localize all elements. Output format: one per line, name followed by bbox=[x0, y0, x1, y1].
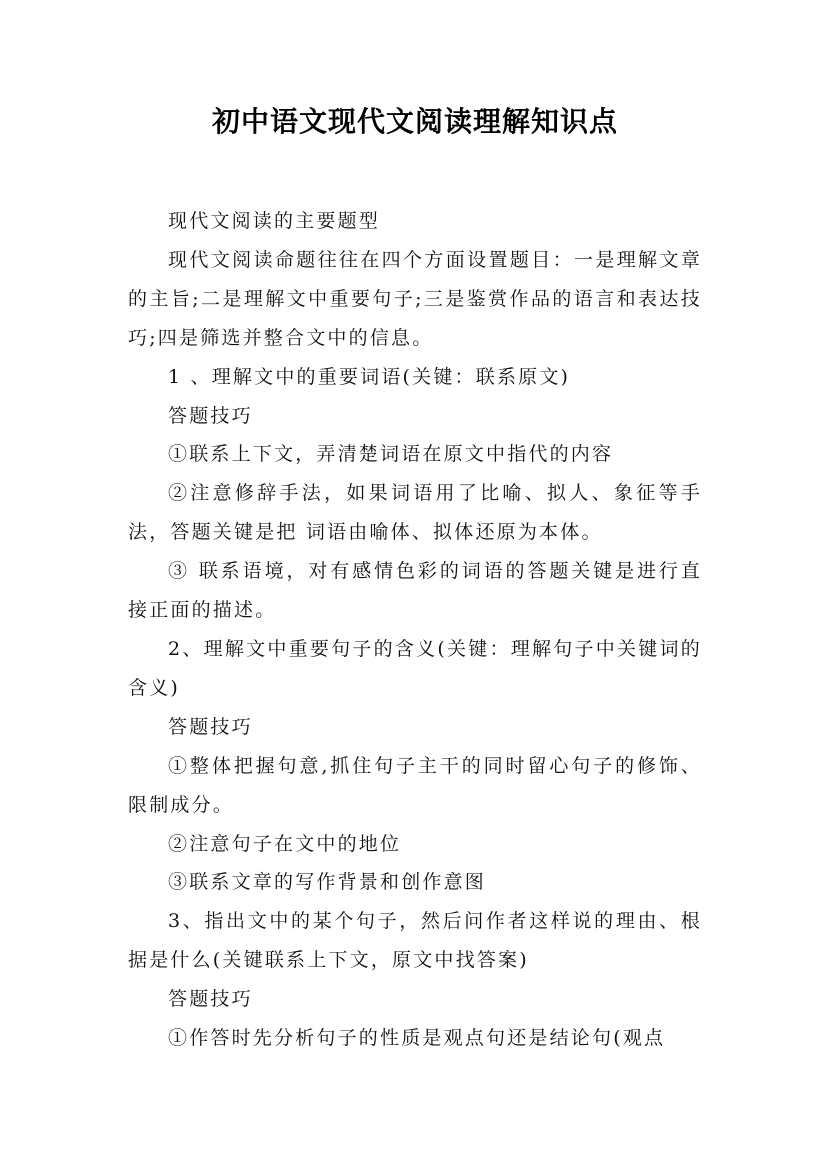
paragraph: 现代文阅读命题往往在四个方面设置题目：一是理解文章的主旨;二是理解文中重要句子;三是鉴赏作品的语言和表达技巧;四是筛选并整合文中的信息。 bbox=[128, 248, 702, 349]
section-heading: 1 、理解文中的重要词语(关键：联系原文) bbox=[168, 365, 571, 388]
tip-item: ②注意修辞手法，如果词语用了比喻、拟人、象征等手法，答题关键是把 词语由喻体、拟体还原为本体。 bbox=[128, 482, 702, 544]
tips-heading: 答题技巧 bbox=[168, 988, 253, 1011]
tip-item: ③联系文章的写作背景和创作意图 bbox=[168, 871, 487, 894]
document-title: 初中语文现代文阅读理解知识点 bbox=[211, 105, 618, 138]
tips-heading: 答题技巧 bbox=[168, 715, 253, 738]
section-heading: 3、指出文中的某个句子，然后问作者这样说的理由、根据是什么(关键联系上下文，原文中找答案) bbox=[128, 910, 702, 972]
tip-item: ①作答时先分析句子的性质是观点句还是结论句(观点 bbox=[168, 1027, 666, 1050]
document-body bbox=[128, 202, 702, 1058]
tip-item: ③ 联系语境，对有感情色彩的词语的答题关键是进行直接正面的描述。 bbox=[128, 560, 702, 622]
tip-item: ②注意句子在文中的地位 bbox=[168, 832, 402, 855]
tips-heading: 答题技巧 bbox=[168, 404, 253, 427]
tip-item: ①整体把握句意,抓住句子主干的同时留心句子的修饰、限制成分。 bbox=[128, 754, 702, 816]
section-heading: 2、理解文中重要句子的含义(关键：理解句子中关键词的含义) bbox=[128, 637, 702, 699]
tip-item: ①联系上下文，弄清楚词语在原文中指代的内容 bbox=[168, 443, 614, 466]
section-heading: 现代文阅读的主要题型 bbox=[168, 210, 381, 232]
